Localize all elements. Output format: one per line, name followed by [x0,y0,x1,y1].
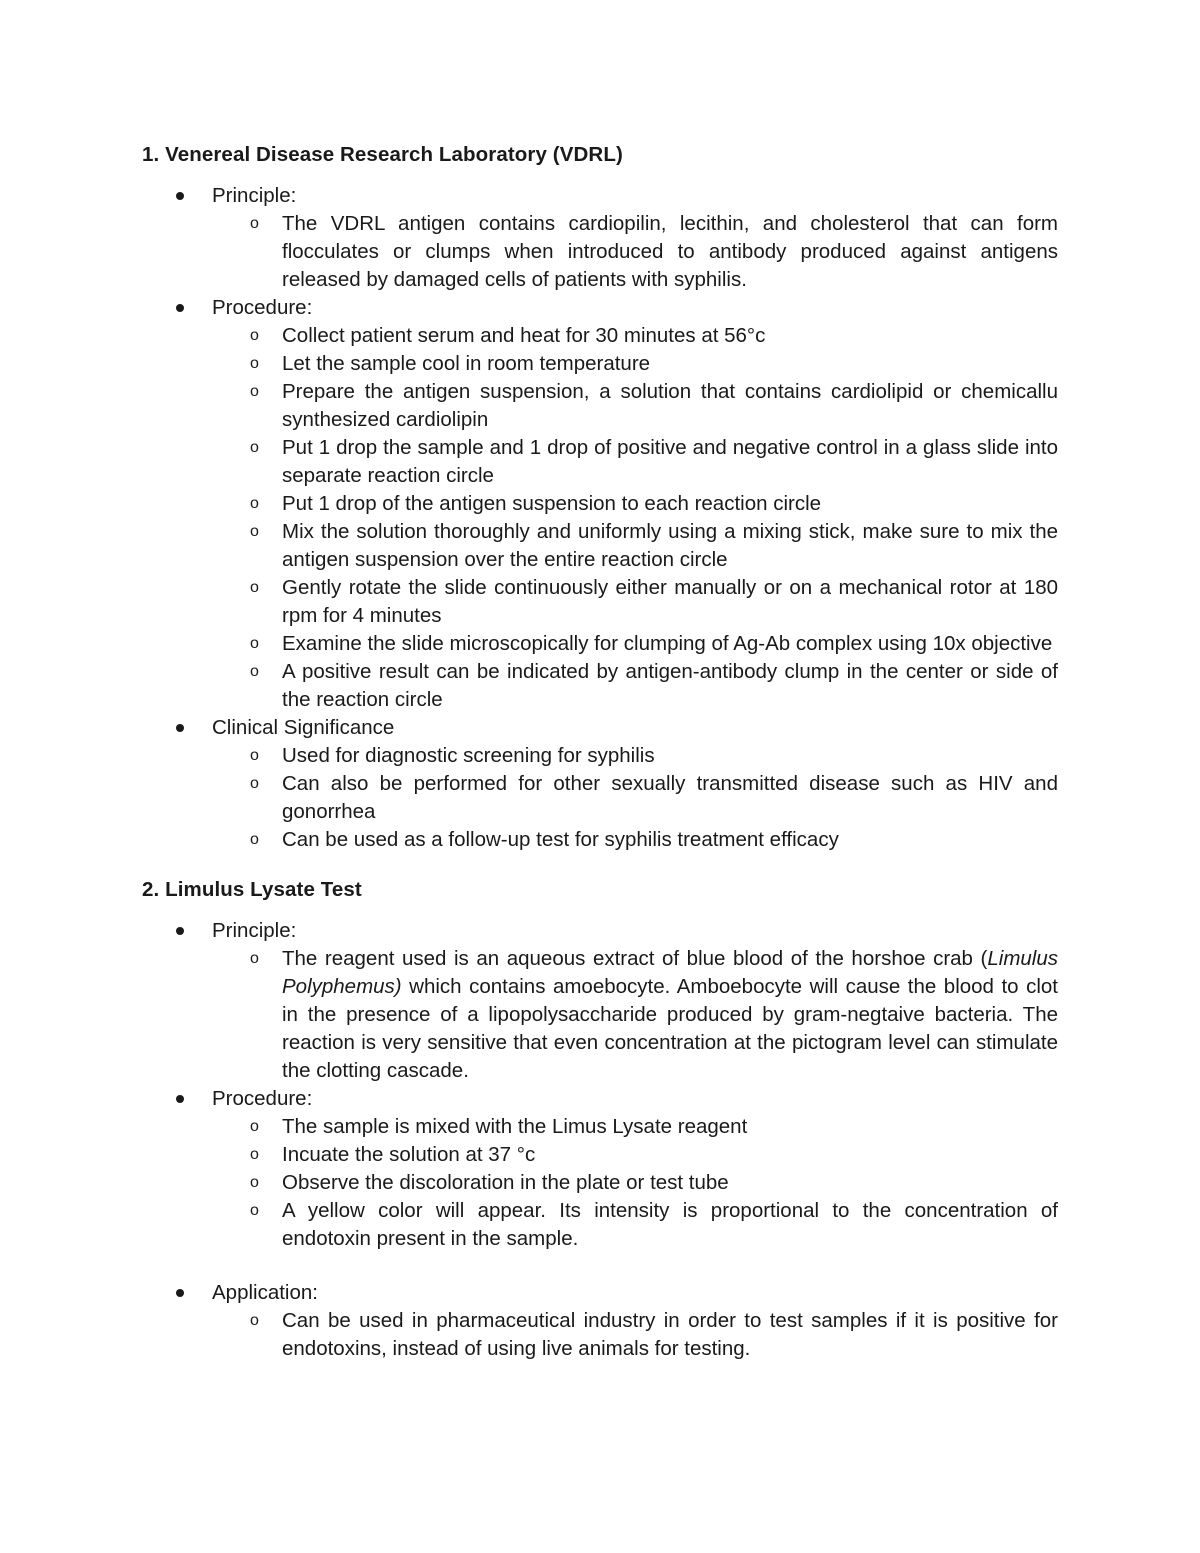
sub-marker: o [250,1118,259,1135]
sub-marker: o [250,1312,259,1329]
species-name: Limulus Polyphemus) [282,947,1058,998]
sub-item [142,518,1058,574]
sub-item-text: Observe the discoloration in the plate or test tube [282,1171,729,1194]
bullet-marker [176,304,184,312]
sub-item-text: Mix the solution thoroughly and uniformly using a mixing stick, make sure to mix the antigen suspension over the entire reaction circle [282,520,1058,571]
spacer [142,1253,1058,1279]
sub-marker: o [250,327,259,344]
sub-item-text: Can also be performed for other sexually transmitted disease such as HIV and gonorrhea [282,772,1058,823]
sub-item [142,490,1058,518]
sub-item [142,1307,1058,1363]
sub-item-text: Can be used in pharmaceutical industry in order to test samples if it is positive for endotoxins, instead of using live animals for testing. [282,1309,1058,1360]
sub-item [142,826,1058,854]
sub-item-text: Can be used as a follow-up test for syphilis treatment efficacy [282,828,839,851]
sub-item [142,630,1058,658]
sub-item-text: Used for diagnostic screening for syphilis [282,744,655,767]
sub-item-text: Examine the slide microscopically for clumping of Ag-Ab complex using 10x objective [282,632,1053,655]
sub-item-text: The sample is mixed with the Limus Lysate reagent [282,1115,748,1138]
sub-marker: o [250,831,259,848]
sub-item [142,210,1058,294]
sub-item [142,1169,1058,1197]
sub-marker: o [250,950,259,967]
section-heading: 1. Venereal Disease Research Laboratory (VDRL) [142,143,623,166]
section-vdrl [142,141,1058,854]
sub-marker: o [250,663,259,680]
sub-marker: o [250,1174,259,1191]
section-limulus [142,876,1058,1363]
bullet-procedure [142,294,1058,322]
sub-item [142,378,1058,434]
sub-item [142,1113,1058,1141]
bullet-label: Procedure: [212,1087,313,1110]
bullet-label: Procedure: [212,296,313,319]
sub-item [142,742,1058,770]
sub-marker: o [250,775,259,792]
sub-marker: o [250,495,259,512]
bullet-label: Principle: [212,184,297,207]
bullet-label: Principle: [212,919,297,942]
bullet-marker [176,192,184,200]
bullet-label: Clinical Significance [212,716,395,739]
sub-marker: o [250,579,259,596]
bullet-marker [176,1095,184,1103]
sub-item [142,350,1058,378]
sub-marker: o [250,1202,259,1219]
bullet-procedure [142,1085,1058,1113]
sub-marker: o [250,747,259,764]
bullet-application [142,1279,1058,1307]
sub-item [142,574,1058,630]
sub-item [142,434,1058,490]
sub-marker: o [250,635,259,652]
sub-marker: o [250,383,259,400]
sub-item [142,770,1058,826]
sub-marker: o [250,355,259,372]
sub-item-text: Gently rotate the slide continuously either manually or on a mechanical rotor at 180 rpm for 4 minutes [282,576,1058,627]
sub-marker: o [250,523,259,540]
sub-item-text: The VDRL antigen contains cardiopilin, lecithin, and cholesterol that can form flocculates or clumps when introduced to antibody produced against antigens released by damaged cells of patients with syphilis. [282,212,1058,291]
sub-marker: o [250,1146,259,1163]
bullet-marker [176,927,184,935]
sub-item [142,658,1058,714]
bullet-clinical-significance [142,714,1058,742]
bullet-label: Application: [212,1281,318,1304]
sub-item-text: A positive result can be indicated by antigen-antibody clump in the center or side of the reaction circle [282,660,1058,711]
sub-marker: o [250,439,259,456]
sub-item-text: Let the sample cool in room temperature [282,352,651,375]
bullet-marker [176,1289,184,1297]
sub-item [142,1141,1058,1169]
bullet-principle [142,917,1058,945]
sub-item-text: Prepare the antigen suspension, a solution that contains cardiolipid or chemicallu synthesized cardiolipin [282,380,1058,431]
sub-item [142,322,1058,350]
sub-item-text: Put 1 drop of the antigen suspension to each reaction circle [282,492,822,515]
bullet-principle [142,182,1058,210]
document-body [142,141,1058,1363]
sub-item-text: Incuate the solution at 37 °c [282,1143,536,1166]
bullet-marker [176,724,184,732]
sub-item-text-part: which contains amoebocyte. Amboebocyte will cause the blood to clot in the presence of a lipopolysaccharide produced by gram-negtaive bacteria. The reaction is very sensitive that even concentration at the pictogram level can stimulate the clotting cascade. [282,975,1058,1082]
sub-item-text-part: The reagent used is an aqueous extract of blue blood of the horshoe crab ( [282,947,988,970]
sub-item [142,945,1058,1085]
sub-marker: o [250,215,259,232]
sub-item-text: Collect patient serum and heat for 30 minutes at 56°c [282,324,766,347]
sub-item [142,1197,1058,1253]
sub-item-text: A yellow color will appear. Its intensity is proportional to the concentration of endotoxin present in the sample. [282,1199,1058,1250]
section-heading: 2. Limulus Lysate Test [142,878,362,901]
sub-item-text: Put 1 drop the sample and 1 drop of positive and negative control in a glass slide into separate reaction circle [282,436,1058,487]
